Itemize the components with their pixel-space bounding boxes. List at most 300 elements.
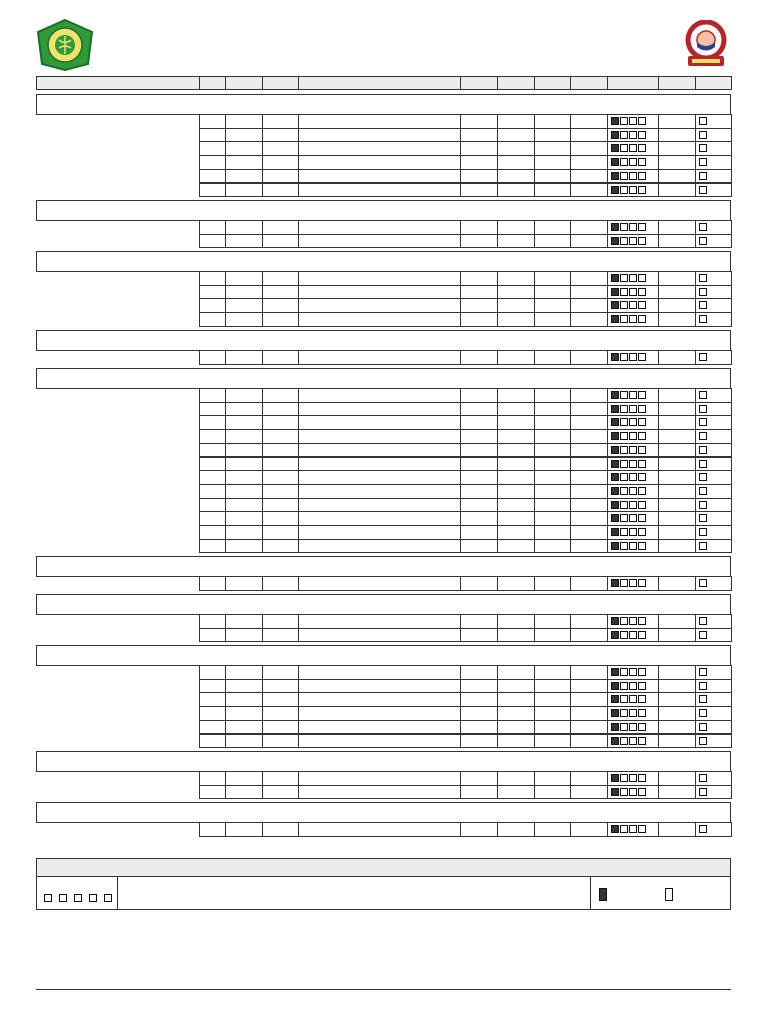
rating-box[interactable] <box>629 723 637 731</box>
table-cell[interactable] <box>658 128 696 143</box>
rating-box[interactable] <box>620 418 628 426</box>
table-cell[interactable] <box>460 470 498 485</box>
table-cell[interactable] <box>497 614 535 629</box>
table-cell[interactable] <box>570 415 608 430</box>
table-cell[interactable] <box>199 785 226 800</box>
table-cell[interactable] <box>497 350 535 365</box>
table-cell[interactable] <box>460 350 498 365</box>
table-cell[interactable] <box>199 628 226 643</box>
table-cell[interactable] <box>225 429 263 444</box>
rating-box[interactable] <box>638 695 646 703</box>
table-cell[interactable] <box>658 234 696 249</box>
table-cell[interactable] <box>534 692 571 707</box>
rating-box[interactable] <box>629 144 637 152</box>
table-cell[interactable] <box>225 155 263 170</box>
table-cell[interactable] <box>497 312 535 327</box>
table-cell[interactable] <box>460 511 498 526</box>
rating-box[interactable] <box>638 418 646 426</box>
summary-scale-box[interactable] <box>89 894 97 902</box>
rating-box[interactable] <box>611 288 619 296</box>
table-cell[interactable] <box>570 734 608 749</box>
table-cell[interactable] <box>570 785 608 800</box>
table-cell[interactable] <box>199 822 226 837</box>
rating-box[interactable] <box>620 695 628 703</box>
table-cell[interactable] <box>460 128 498 143</box>
table-cell[interactable] <box>262 298 299 313</box>
rating-box[interactable] <box>638 542 646 550</box>
rating-box[interactable] <box>611 172 619 180</box>
checkbox[interactable] <box>699 473 707 481</box>
table-cell[interactable] <box>199 220 226 235</box>
table-cell[interactable] <box>225 734 263 749</box>
rating-box[interactable] <box>620 186 628 194</box>
checkbox[interactable] <box>699 501 707 509</box>
table-cell[interactable] <box>658 271 696 286</box>
checkbox[interactable] <box>699 695 707 703</box>
table-cell[interactable] <box>262 539 299 554</box>
table-cell[interactable] <box>570 484 608 499</box>
rating-box[interactable] <box>629 774 637 782</box>
rating-box[interactable] <box>638 631 646 639</box>
table-cell[interactable] <box>658 114 696 129</box>
table-cell[interactable] <box>658 771 696 786</box>
table-cell[interactable] <box>534 706 571 721</box>
table-cell[interactable] <box>262 771 299 786</box>
table-cell[interactable] <box>225 628 263 643</box>
rating-box[interactable] <box>611 237 619 245</box>
table-cell[interactable] <box>199 443 226 458</box>
checkbox[interactable] <box>699 446 707 454</box>
table-cell[interactable] <box>534 525 571 540</box>
rating-box[interactable] <box>638 353 646 361</box>
table-cell[interactable] <box>534 443 571 458</box>
table-cell[interactable] <box>262 429 299 444</box>
table-cell[interactable] <box>570 720 608 735</box>
table-cell[interactable] <box>460 539 498 554</box>
rating-box[interactable] <box>611 579 619 587</box>
checkbox[interactable] <box>699 682 707 690</box>
table-cell[interactable] <box>298 628 461 643</box>
rating-box[interactable] <box>629 315 637 323</box>
table-cell[interactable] <box>262 457 299 472</box>
rating-box[interactable] <box>629 353 637 361</box>
checkbox[interactable] <box>699 131 707 139</box>
rating-box[interactable] <box>629 301 637 309</box>
checkbox[interactable] <box>699 223 707 231</box>
rating-box[interactable] <box>620 460 628 468</box>
rating-box[interactable] <box>611 737 619 745</box>
rating-box[interactable] <box>611 460 619 468</box>
rating-box[interactable] <box>611 418 619 426</box>
rating-box[interactable] <box>629 579 637 587</box>
rating-box[interactable] <box>629 237 637 245</box>
table-cell[interactable] <box>199 169 226 184</box>
rating-box[interactable] <box>620 788 628 796</box>
table-cell[interactable] <box>570 141 608 156</box>
rating-box[interactable] <box>629 514 637 522</box>
table-cell[interactable] <box>199 388 226 403</box>
table-cell[interactable] <box>199 679 226 694</box>
table-cell[interactable] <box>460 734 498 749</box>
rating-box[interactable] <box>620 709 628 717</box>
rating-box[interactable] <box>620 405 628 413</box>
table-cell[interactable] <box>570 350 608 365</box>
table-cell[interactable] <box>460 614 498 629</box>
table-cell[interactable] <box>262 128 299 143</box>
rating-box[interactable] <box>638 682 646 690</box>
table-cell[interactable] <box>534 415 571 430</box>
table-cell[interactable] <box>225 298 263 313</box>
table-cell[interactable] <box>262 183 299 198</box>
table-cell[interactable] <box>460 155 498 170</box>
table-cell[interactable] <box>460 498 498 513</box>
rating-box[interactable] <box>620 223 628 231</box>
table-cell[interactable] <box>199 128 226 143</box>
rating-box[interactable] <box>620 117 628 125</box>
table-cell[interactable] <box>570 443 608 458</box>
table-cell[interactable] <box>534 734 571 749</box>
table-cell[interactable] <box>534 429 571 444</box>
table-cell[interactable] <box>658 498 696 513</box>
table-cell[interactable] <box>497 720 535 735</box>
table-cell[interactable] <box>262 525 299 540</box>
table-cell[interactable] <box>497 665 535 680</box>
table-cell[interactable] <box>497 498 535 513</box>
table-cell[interactable] <box>225 785 263 800</box>
table-cell[interactable] <box>570 114 608 129</box>
table-cell[interactable] <box>199 692 226 707</box>
table-cell[interactable] <box>497 785 535 800</box>
rating-box[interactable] <box>638 788 646 796</box>
table-cell[interactable] <box>534 141 571 156</box>
rating-box[interactable] <box>638 117 646 125</box>
table-cell[interactable] <box>199 706 226 721</box>
table-cell[interactable] <box>570 822 608 837</box>
table-cell[interactable] <box>497 771 535 786</box>
table-cell[interactable] <box>570 692 608 707</box>
rating-box[interactable] <box>620 301 628 309</box>
checkbox[interactable] <box>699 617 707 625</box>
table-cell[interactable] <box>658 679 696 694</box>
table-cell[interactable] <box>225 443 263 458</box>
table-cell[interactable] <box>262 312 299 327</box>
table-cell[interactable] <box>460 443 498 458</box>
table-cell[interactable] <box>658 470 696 485</box>
table-cell[interactable] <box>497 576 535 591</box>
checkbox[interactable] <box>699 172 707 180</box>
rating-box[interactable] <box>638 617 646 625</box>
table-cell[interactable] <box>460 785 498 800</box>
rating-box[interactable] <box>629 172 637 180</box>
table-cell[interactable] <box>298 822 461 837</box>
table-cell[interactable] <box>534 720 571 735</box>
table-cell[interactable] <box>570 128 608 143</box>
table-cell[interactable] <box>298 470 461 485</box>
table-cell[interactable] <box>199 298 226 313</box>
table-cell[interactable] <box>225 706 263 721</box>
rating-box[interactable] <box>611 158 619 166</box>
rating-box[interactable] <box>620 825 628 833</box>
table-cell[interactable] <box>497 114 535 129</box>
rating-box[interactable] <box>629 501 637 509</box>
table-cell[interactable] <box>534 128 571 143</box>
table-cell[interactable] <box>658 785 696 800</box>
rating-box[interactable] <box>638 774 646 782</box>
table-cell[interactable] <box>298 525 461 540</box>
rating-box[interactable] <box>620 514 628 522</box>
table-cell[interactable] <box>298 443 461 458</box>
table-cell[interactable] <box>262 388 299 403</box>
rating-box[interactable] <box>611 301 619 309</box>
checkbox[interactable] <box>699 542 707 550</box>
table-cell[interactable] <box>460 457 498 472</box>
table-cell[interactable] <box>497 457 535 472</box>
table-cell[interactable] <box>658 665 696 680</box>
table-cell[interactable] <box>225 141 263 156</box>
table-cell[interactable] <box>497 679 535 694</box>
rating-box[interactable] <box>611 631 619 639</box>
table-cell[interactable] <box>570 539 608 554</box>
table-cell[interactable] <box>225 614 263 629</box>
rating-box[interactable] <box>629 737 637 745</box>
summary-scale-box[interactable] <box>104 894 112 902</box>
rating-box[interactable] <box>611 131 619 139</box>
table-cell[interactable] <box>298 576 461 591</box>
table-cell[interactable] <box>199 415 226 430</box>
table-cell[interactable] <box>658 525 696 540</box>
checkbox[interactable] <box>699 579 707 587</box>
rating-box[interactable] <box>638 237 646 245</box>
table-cell[interactable] <box>298 692 461 707</box>
rating-box[interactable] <box>611 528 619 536</box>
table-cell[interactable] <box>534 388 571 403</box>
table-cell[interactable] <box>460 388 498 403</box>
table-cell[interactable] <box>298 785 461 800</box>
checkbox[interactable] <box>699 668 707 676</box>
table-cell[interactable] <box>534 665 571 680</box>
table-cell[interactable] <box>658 614 696 629</box>
rating-box[interactable] <box>638 186 646 194</box>
table-cell[interactable] <box>497 234 535 249</box>
rating-box[interactable] <box>620 172 628 180</box>
table-cell[interactable] <box>262 470 299 485</box>
table-cell[interactable] <box>298 285 461 300</box>
table-cell[interactable] <box>298 298 461 313</box>
checkbox[interactable] <box>699 418 707 426</box>
table-cell[interactable] <box>225 720 263 735</box>
table-cell[interactable] <box>460 822 498 837</box>
table-cell[interactable] <box>534 183 571 198</box>
table-cell[interactable] <box>658 734 696 749</box>
rating-box[interactable] <box>611 117 619 125</box>
rating-box[interactable] <box>638 446 646 454</box>
rating-box[interactable] <box>620 473 628 481</box>
table-cell[interactable] <box>658 220 696 235</box>
table-cell[interactable] <box>570 576 608 591</box>
table-cell[interactable] <box>199 141 226 156</box>
rating-box[interactable] <box>611 274 619 282</box>
table-cell[interactable] <box>298 183 461 198</box>
table-cell[interactable] <box>534 628 571 643</box>
table-cell[interactable] <box>497 271 535 286</box>
table-cell[interactable] <box>534 285 571 300</box>
table-cell[interactable] <box>534 402 571 417</box>
table-cell[interactable] <box>262 734 299 749</box>
checkbox[interactable] <box>699 709 707 717</box>
table-cell[interactable] <box>460 298 498 313</box>
rating-box[interactable] <box>629 418 637 426</box>
checkbox[interactable] <box>699 144 707 152</box>
table-cell[interactable] <box>199 271 226 286</box>
table-cell[interactable] <box>225 539 263 554</box>
table-cell[interactable] <box>497 525 535 540</box>
checkbox[interactable] <box>699 514 707 522</box>
table-cell[interactable] <box>262 114 299 129</box>
table-cell[interactable] <box>658 298 696 313</box>
table-cell[interactable] <box>298 457 461 472</box>
summary-scale-box[interactable] <box>44 894 52 902</box>
rating-box[interactable] <box>638 668 646 676</box>
table-cell[interactable] <box>460 720 498 735</box>
table-cell[interactable] <box>497 388 535 403</box>
table-cell[interactable] <box>497 141 535 156</box>
rating-box[interactable] <box>638 737 646 745</box>
table-cell[interactable] <box>199 155 226 170</box>
table-cell[interactable] <box>298 234 461 249</box>
table-cell[interactable] <box>570 665 608 680</box>
table-cell[interactable] <box>262 498 299 513</box>
table-cell[interactable] <box>460 220 498 235</box>
summary-scale-box[interactable] <box>74 894 82 902</box>
table-cell[interactable] <box>497 692 535 707</box>
table-cell[interactable] <box>225 576 263 591</box>
rating-box[interactable] <box>629 668 637 676</box>
table-cell[interactable] <box>199 614 226 629</box>
table-cell[interactable] <box>262 665 299 680</box>
table-cell[interactable] <box>460 271 498 286</box>
rating-box[interactable] <box>638 487 646 495</box>
table-cell[interactable] <box>570 771 608 786</box>
rating-box[interactable] <box>620 542 628 550</box>
table-cell[interactable] <box>658 484 696 499</box>
table-cell[interactable] <box>225 665 263 680</box>
table-cell[interactable] <box>225 771 263 786</box>
table-cell[interactable] <box>262 628 299 643</box>
table-cell[interactable] <box>199 665 226 680</box>
table-cell[interactable] <box>497 415 535 430</box>
table-cell[interactable] <box>570 628 608 643</box>
table-cell[interactable] <box>298 720 461 735</box>
table-cell[interactable] <box>570 679 608 694</box>
checkbox[interactable] <box>699 737 707 745</box>
table-cell[interactable] <box>534 312 571 327</box>
table-cell[interactable] <box>570 155 608 170</box>
table-cell[interactable] <box>199 576 226 591</box>
table-cell[interactable] <box>298 429 461 444</box>
rating-box[interactable] <box>638 514 646 522</box>
table-cell[interactable] <box>570 298 608 313</box>
rating-box[interactable] <box>629 487 637 495</box>
table-cell[interactable] <box>570 457 608 472</box>
rating-box[interactable] <box>620 432 628 440</box>
rating-box[interactable] <box>638 158 646 166</box>
table-cell[interactable] <box>497 220 535 235</box>
table-cell[interactable] <box>658 402 696 417</box>
checkbox[interactable] <box>699 301 707 309</box>
summary-comment-field[interactable] <box>117 876 591 910</box>
table-cell[interactable] <box>225 679 263 694</box>
table-cell[interactable] <box>570 183 608 198</box>
rating-box[interactable] <box>611 144 619 152</box>
table-cell[interactable] <box>262 576 299 591</box>
table-cell[interactable] <box>460 169 498 184</box>
table-cell[interactable] <box>298 169 461 184</box>
rating-box[interactable] <box>611 542 619 550</box>
rating-box[interactable] <box>638 288 646 296</box>
table-cell[interactable] <box>570 429 608 444</box>
table-cell[interactable] <box>534 822 571 837</box>
table-cell[interactable] <box>658 628 696 643</box>
checkbox[interactable] <box>699 274 707 282</box>
rating-box[interactable] <box>638 709 646 717</box>
table-cell[interactable] <box>298 271 461 286</box>
table-cell[interactable] <box>298 350 461 365</box>
table-cell[interactable] <box>262 484 299 499</box>
rating-box[interactable] <box>629 131 637 139</box>
checkbox[interactable] <box>699 825 707 833</box>
rating-box[interactable] <box>620 723 628 731</box>
rating-box[interactable] <box>638 301 646 309</box>
rating-box[interactable] <box>611 668 619 676</box>
checkbox[interactable] <box>699 487 707 495</box>
rating-box[interactable] <box>611 446 619 454</box>
checkbox[interactable] <box>699 237 707 245</box>
table-cell[interactable] <box>460 285 498 300</box>
rating-box[interactable] <box>611 391 619 399</box>
table-cell[interactable] <box>262 443 299 458</box>
table-cell[interactable] <box>658 183 696 198</box>
rating-box[interactable] <box>629 391 637 399</box>
rating-box[interactable] <box>620 274 628 282</box>
checkbox[interactable] <box>699 117 707 125</box>
table-cell[interactable] <box>225 511 263 526</box>
table-cell[interactable] <box>262 720 299 735</box>
table-cell[interactable] <box>570 312 608 327</box>
rating-box[interactable] <box>611 695 619 703</box>
table-cell[interactable] <box>534 155 571 170</box>
summary-option-empty[interactable] <box>665 888 673 901</box>
rating-box[interactable] <box>620 737 628 745</box>
table-cell[interactable] <box>225 402 263 417</box>
table-cell[interactable] <box>262 285 299 300</box>
table-cell[interactable] <box>199 234 226 249</box>
table-cell[interactable] <box>497 169 535 184</box>
rating-box[interactable] <box>611 723 619 731</box>
table-cell[interactable] <box>658 141 696 156</box>
table-cell[interactable] <box>460 484 498 499</box>
rating-box[interactable] <box>620 501 628 509</box>
table-cell[interactable] <box>534 785 571 800</box>
table-cell[interactable] <box>199 285 226 300</box>
table-cell[interactable] <box>497 706 535 721</box>
table-cell[interactable] <box>497 734 535 749</box>
table-cell[interactable] <box>658 443 696 458</box>
rating-box[interactable] <box>611 501 619 509</box>
table-cell[interactable] <box>497 402 535 417</box>
table-cell[interactable] <box>534 576 571 591</box>
table-cell[interactable] <box>460 692 498 707</box>
table-cell[interactable] <box>262 234 299 249</box>
